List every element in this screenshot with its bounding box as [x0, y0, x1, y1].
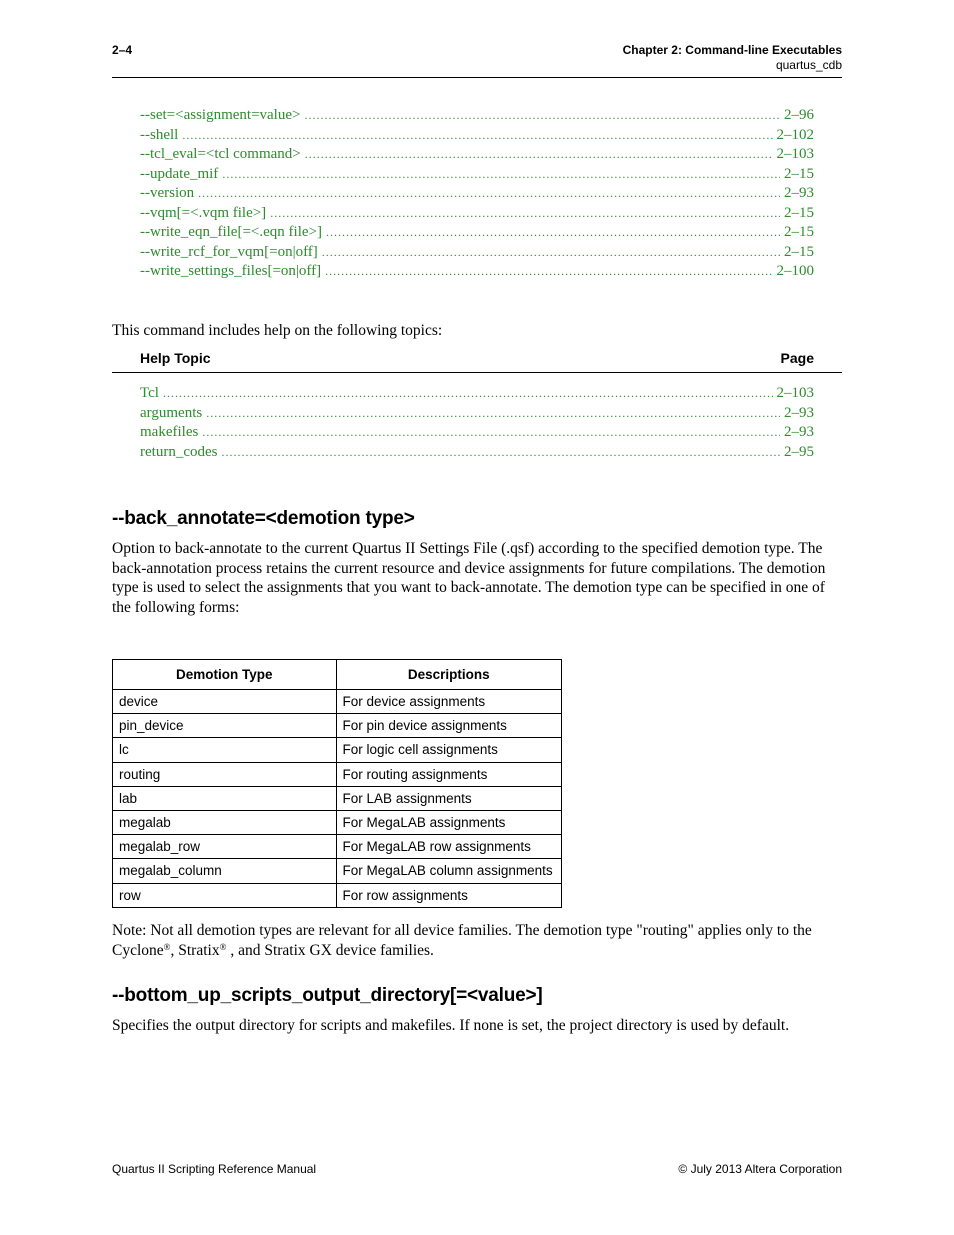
option-link-label[interactable]: --version	[140, 185, 195, 201]
option-list	[140, 107, 814, 283]
option-link-label[interactable]: --shell	[140, 126, 179, 143]
option-link[interactable]	[140, 107, 814, 127]
dot-leader	[304, 108, 780, 123]
dot-leader	[202, 425, 780, 440]
option-link-page[interactable]: 2–100	[776, 263, 814, 279]
option-link-label[interactable]: --vqm[=<.vqm file>]	[140, 204, 267, 221]
section-title-bottom-up-scripts: --bottom_up_scripts_output_directory[=<value>]	[112, 985, 543, 1006]
registered-mark: ®	[219, 941, 227, 952]
dot-leader	[198, 186, 780, 201]
description-cell: For row assignments	[336, 883, 561, 907]
option-link[interactable]	[140, 263, 814, 283]
help-topic-link[interactable]	[140, 405, 814, 425]
demotion-type-cell: lc	[113, 738, 337, 762]
description-cell: For routing assignments	[336, 762, 561, 786]
description-cell: For pin device assignments	[336, 714, 561, 738]
table-row	[113, 859, 562, 883]
page-number: 2–4	[112, 43, 133, 57]
table-row	[113, 786, 562, 810]
note-text-2: , Stratix	[170, 941, 220, 959]
dot-leader	[163, 386, 773, 401]
help-header-rule	[112, 372, 842, 373]
help-page-heading: Page	[780, 350, 814, 366]
option-link-label[interactable]: --update_mif	[140, 165, 219, 182]
footer-manual-title: Quartus II Scripting Reference Manual	[112, 1162, 317, 1176]
table-row	[113, 810, 562, 834]
help-topic-link-page[interactable]: 2–103	[776, 385, 814, 401]
table-row	[113, 738, 562, 762]
option-link[interactable]	[140, 205, 814, 225]
description-cell: For MegaLAB assignments	[336, 810, 561, 834]
help-table-header	[140, 350, 814, 366]
option-link-page[interactable]: 2–15	[784, 224, 814, 240]
col-header-demotion-type: Demotion Type	[113, 660, 337, 690]
help-topic-link-page[interactable]: 2–93	[784, 424, 814, 440]
demotion-type-cell: routing	[113, 762, 337, 786]
header-rule	[112, 77, 842, 78]
description-cell: For device assignments	[336, 690, 561, 714]
help-topic-link[interactable]	[140, 424, 814, 444]
table-row	[113, 883, 562, 907]
note-text-1: Note: Not all demotion types are relevant for all device families. The demotion type "routing" applies only to the Cyclone	[112, 922, 812, 959]
chapter-title: Chapter 2: Command-line Executables	[622, 43, 842, 57]
option-link[interactable]	[140, 224, 814, 244]
option-link-label[interactable]: --write_eqn_file[=<.eqn file>]	[140, 224, 322, 240]
section-title-back-annotate: --back_annotate=<demotion type>	[112, 508, 415, 529]
table-row	[113, 835, 562, 859]
help-topic-link-label[interactable]: return_codes	[140, 443, 218, 460]
demotion-type-table	[112, 659, 562, 908]
help-intro: This command includes help on the following topics:	[112, 322, 443, 339]
dot-leader	[182, 128, 772, 143]
description-cell: For logic cell assignments	[336, 738, 561, 762]
option-link-label[interactable]: --write_settings_files[=on|off]	[140, 263, 322, 279]
col-header-descriptions: Descriptions	[336, 660, 561, 690]
help-topic-link-page[interactable]: 2–95	[784, 443, 814, 460]
option-link-page[interactable]: 2–96	[784, 107, 814, 123]
dot-leader	[325, 264, 772, 279]
option-link-page[interactable]: 2–93	[784, 185, 814, 201]
option-link[interactable]	[140, 244, 814, 264]
demotion-type-cell: megalab_column	[113, 859, 337, 883]
help-topic-link-label[interactable]: Tcl	[140, 385, 159, 401]
registered-mark: ®	[163, 941, 171, 952]
description-cell: For MegaLAB column assignments	[336, 859, 561, 883]
help-topic-link-label[interactable]: arguments	[140, 404, 203, 421]
note-text-3: , and Stratix GX device families.	[226, 941, 434, 959]
footer-copyright: © July 2013 Altera Corporation	[678, 1162, 842, 1176]
help-topic-list	[140, 385, 814, 463]
demotion-note	[112, 921, 847, 960]
dot-leader	[270, 206, 780, 221]
help-topic-link[interactable]	[140, 444, 814, 464]
option-link-page[interactable]: 2–102	[776, 126, 814, 143]
option-link[interactable]	[140, 166, 814, 186]
help-topic-heading: Help Topic	[140, 350, 211, 366]
section-body-bottom-up-scripts: Specifies the output directory for scripts and makefiles. If none is set, the project directory is used by default.	[112, 1017, 790, 1034]
demotion-type-cell: megalab_row	[113, 835, 337, 859]
dot-leader	[206, 406, 780, 421]
table-row	[113, 690, 562, 714]
running-header	[623, 43, 842, 73]
option-link[interactable]	[140, 185, 814, 205]
demotion-type-cell: megalab	[113, 810, 337, 834]
option-link-page[interactable]: 2–103	[776, 146, 814, 162]
option-link-label[interactable]: --tcl_eval=<tcl command>	[140, 146, 301, 162]
dot-leader	[221, 445, 780, 460]
table-row	[113, 714, 562, 738]
chapter-subtitle: quartus_cdb	[775, 58, 842, 72]
option-link[interactable]	[140, 127, 814, 147]
demotion-type-cell: pin_device	[113, 714, 337, 738]
option-link-page[interactable]: 2–15	[784, 243, 814, 260]
option-link-label[interactable]: --set=<assignment=value>	[140, 107, 301, 123]
demotion-type-cell: lab	[113, 786, 337, 810]
section-body-back-annotate: Option to back-annotate to the current Quartus II Settings File (.qsf) according to the specified demotion type. The back-annotation process retains the current resource and device assignments for future compilations. The demotion type is used to select the assignments that you want to back-annotate. The demotion type can be specified in one of the following forms:	[112, 540, 826, 616]
option-link-page[interactable]: 2–15	[784, 204, 814, 221]
table-row	[113, 762, 562, 786]
description-cell: For MegaLAB row assignments	[336, 835, 561, 859]
table-header-row	[113, 660, 562, 690]
option-link-page[interactable]: 2–15	[784, 165, 814, 182]
option-link-label[interactable]: --write_rcf_for_vqm[=on|off]	[140, 243, 318, 260]
dot-leader	[222, 167, 780, 182]
description-cell: For LAB assignments	[336, 786, 561, 810]
option-link[interactable]	[140, 146, 814, 166]
dot-leader	[326, 225, 780, 240]
help-topic-link-page[interactable]: 2–93	[784, 404, 814, 421]
demotion-type-cell: row	[113, 883, 337, 907]
help-topic-link-label[interactable]: makefiles	[140, 424, 199, 440]
help-topic-link[interactable]	[140, 385, 814, 405]
dot-leader	[322, 245, 780, 260]
dot-leader	[305, 147, 773, 162]
demotion-type-cell: device	[113, 690, 337, 714]
